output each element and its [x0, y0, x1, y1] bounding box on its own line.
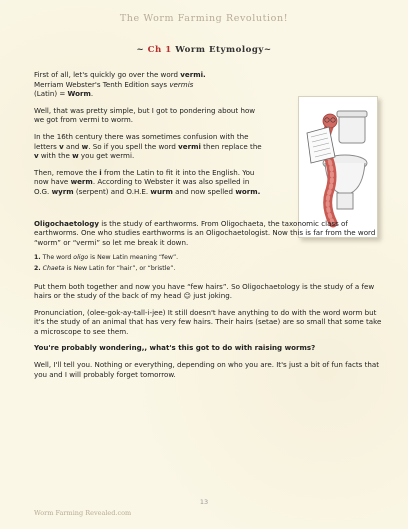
page-number: 13	[199, 498, 209, 506]
running-header: The Worm Farming Revolution!	[119, 13, 289, 24]
footer-site: Worm Farming Revealed.com	[34, 509, 132, 517]
paragraph-pondering: Well, that was pretty simple, but I got to pondering about how we got from vermi to worm.	[34, 105, 256, 125]
chapter-number: Ch 1	[147, 45, 172, 55]
paragraph-wondering: You're probably wondering,, what's this got to do with raising worms?	[34, 343, 316, 353]
chapter-title: ~ Ch 1 Worm Etymology~	[136, 45, 272, 55]
paragraph-16th-century: In the 16th century there was sometimes confusion with the letters v and w. So if you spell the word vermi then replace the v with the w you get wermi.	[34, 131, 262, 161]
paragraph-pronunciation: Pronunciation, (olee-gok-ay-tall-i-jee) It still doesn't have anything to do with the word worm but it's the study of an animal that has very few hairs. Their hairs (setae) are so small that some take a microscope to see them.	[34, 307, 382, 336]
paragraph-few-hairs: Put them both together and now you have “few hairs”. So Oligochaetology is the study of a few hairs or the study of the back of my head ☺ just joking.	[34, 281, 375, 301]
paragraph-oligochaetology: Oligochaetology is the study of earthworms. From Oligochaeta, the taxonomic class of earthworms. One who studies earthworms is an Oligochaetologist. Now this is far from the word “worm” or “vermi” so let me break it down.	[34, 218, 376, 247]
paragraph-vermi: First of all, let's quickly go over the word vermi. Merriam Webster's Tenth Edition says vermis (Latin) = Worm.	[34, 70, 206, 99]
list-item-chaeta: 2. Chaeta is New Latin for “hair”, or “bristle”.	[34, 264, 176, 272]
main-content	[34, 70, 382, 386]
list-item-oligo: 1. The word oligo is New Latin meaning “few”.	[34, 254, 179, 262]
paragraph-tell-you: Well, I'll tell you. Nothing or everything, depending on who you are. It's just a bit of fun facts that you and I will probably forget tomorrow.	[34, 360, 380, 379]
paragraph-remove-i: Then, remove the i from the Latin to fit it into the English. You now have werm. According to Webster it was also spelled in O.G. wyrm (serpent) and O.H.E. wurm and now spelled worm.	[34, 167, 261, 196]
